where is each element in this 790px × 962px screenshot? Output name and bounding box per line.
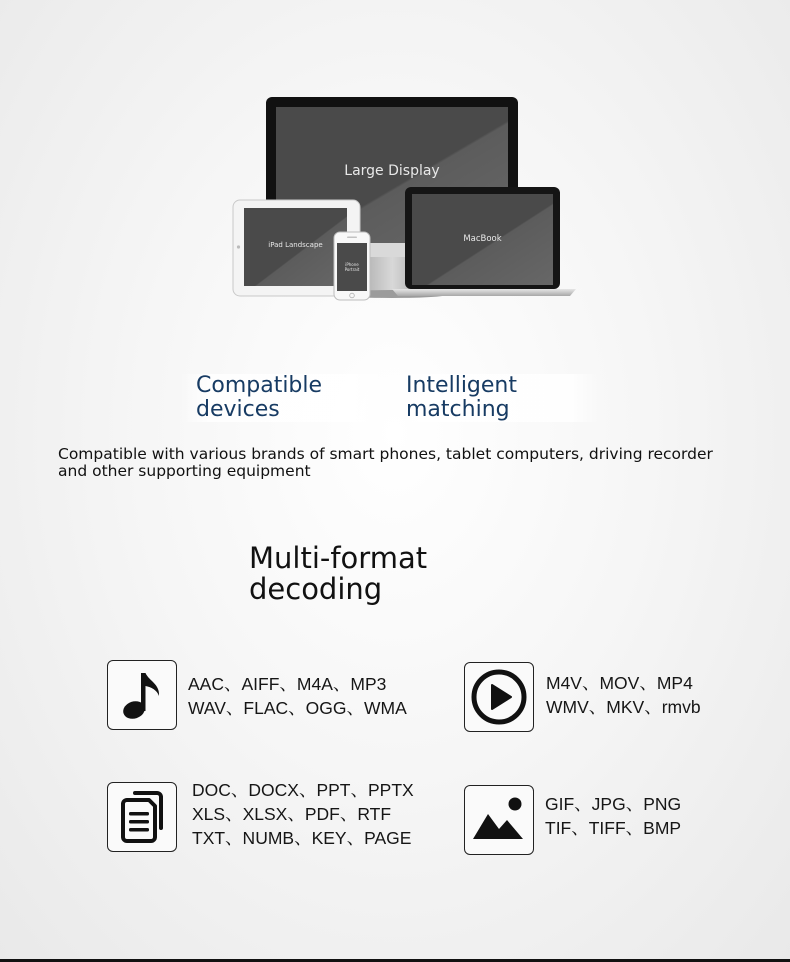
compatibility-description xyxy=(58,446,758,480)
document-formats-line-2: XLS、XLSX、PDF、RTF xyxy=(192,804,392,824)
device-illustration xyxy=(0,0,790,330)
video-formats-line-1: M4V、MOV、MP4 xyxy=(546,673,693,693)
intelligent-matching-line-2: matching xyxy=(406,397,510,422)
document-icon xyxy=(117,790,167,844)
iphone-screen-label-line-2: Portrait xyxy=(344,267,360,272)
compatibility-description-line-1: Compatible with various brands of smart phones, tablet computers, driving recorder xyxy=(58,445,713,463)
compatible-devices-line-1: Compatible xyxy=(196,373,323,398)
compatibility-description-line-2: and other supporting equipment xyxy=(58,462,311,480)
image-format-icon-box xyxy=(464,785,534,855)
music-note-icon xyxy=(120,669,164,721)
ipad-screen-label: iPad Landscape xyxy=(268,241,323,249)
image-formats-line-2: TIF、TIFF、BMP xyxy=(545,818,682,838)
image-icon xyxy=(471,797,527,843)
compatible-devices-heading xyxy=(180,374,386,422)
video-format-icon-box xyxy=(464,662,534,732)
document-format-list xyxy=(192,778,414,850)
intelligent-matching-line-1: Intelligent xyxy=(406,373,517,398)
macbook-screen-label: MacBook xyxy=(463,234,502,244)
video-formats-line-2: WMV、MKV、rmvb xyxy=(546,697,701,717)
audio-format-list xyxy=(188,672,407,720)
audio-formats-line-1: AAC、AIFF、M4A、MP3 xyxy=(188,674,387,694)
play-circle-icon xyxy=(470,668,528,726)
multi-format-decoding-title xyxy=(249,543,427,605)
decoding-title-line-1: Multi-format xyxy=(249,541,428,575)
audio-formats-line-2: WAV、FLAC、OGG、WMA xyxy=(188,698,407,718)
monitor-screen-label: Large Display xyxy=(344,163,440,179)
document-formats-line-3: TXT、NUMB、KEY、PAGE xyxy=(192,828,412,848)
audio-format-icon-box xyxy=(107,660,177,730)
image-format-list xyxy=(545,792,681,840)
video-format-list xyxy=(546,671,701,719)
image-formats-line-1: GIF、JPG、PNG xyxy=(545,794,682,814)
iphone-screen-label-line-1: iPhone xyxy=(345,262,359,267)
decoding-title-line-2: decoding xyxy=(249,572,383,606)
intelligent-matching-heading xyxy=(394,374,600,422)
document-formats-line-1: DOC、DOCX、PPT、PPTX xyxy=(192,780,414,800)
document-format-icon-box xyxy=(107,782,177,852)
compatible-devices-line-2: devices xyxy=(196,397,280,422)
